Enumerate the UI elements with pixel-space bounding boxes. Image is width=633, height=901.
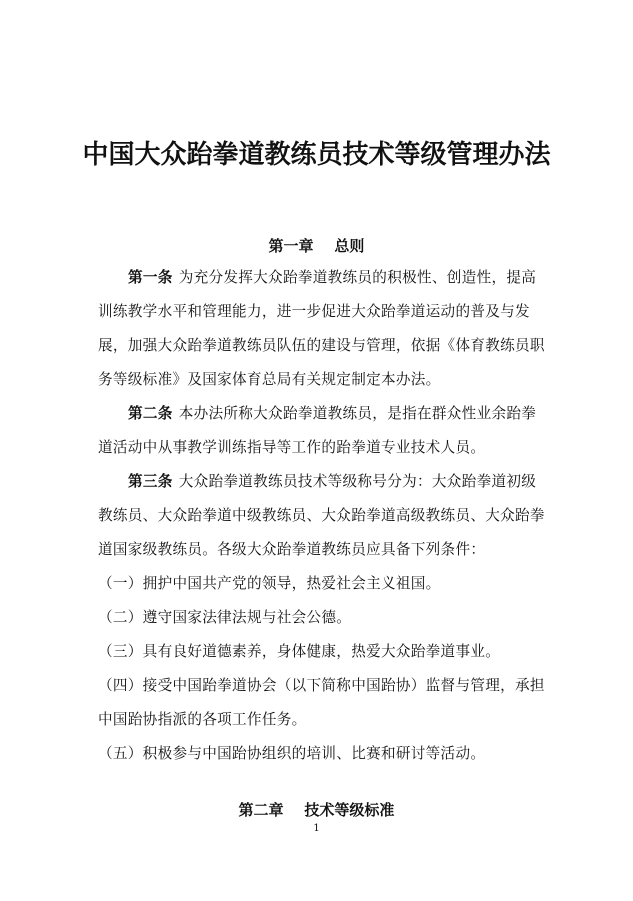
condition-2: （二）遵守国家法律法规与社会公德。 (98, 609, 352, 626)
article-3-line-1 (128, 472, 536, 492)
article-1-label: 第一条 (128, 269, 173, 286)
article-3-text-1: 大众跆拳道教练员技术等级称号分为：大众跆拳道初级 (178, 473, 537, 490)
article-1-text-1: 为充分发挥大众跆拳道教练员的积极性、创造性，提高 (178, 269, 537, 286)
condition-4-line-2: 中国跆协指派的各项工作任务。 (98, 711, 307, 728)
article-3-line-2: 教练员、大众跆拳道中级教练员、大众跆拳道高级教练员、大众跆拳 (98, 507, 545, 524)
article-2-label: 第二条 (128, 405, 173, 422)
article-1-line-2: 训练教学水平和管理能力，进一步促进大众跆拳道运动的普及与发 (98, 303, 530, 320)
chapter-2-heading: 第二章 技术等级标准 (238, 801, 395, 819)
document-title: 中国大众跆拳道教练员技术等级管理办法 (82, 140, 551, 170)
chapter-1-heading: 第一章 总则 (268, 237, 365, 255)
article-2-line-1 (128, 404, 536, 424)
article-2-line-2: 道活动中从事教学训练指导等工作的跆拳道专业技术人员。 (98, 439, 486, 456)
article-3-line-3: 道国家级教练员。各级大众跆拳道教练员应具备下列条件： (98, 541, 486, 558)
article-1-line-3: 展，加强大众跆拳道教练员队伍的建设与管理，依据《体育教练员职 (98, 337, 545, 354)
condition-5: （五）积极参与中国跆协组织的培训、比赛和研讨等活动。 (98, 745, 486, 762)
page-number: 1 (313, 823, 320, 834)
condition-4-line-1: （四）接受中国跆拳道协会（以下简称中国跆协）监督与管理，承担 (98, 677, 545, 694)
article-1-line-4: 务等级标准》及国家体育总局有关规定制定本办法。 (98, 371, 441, 388)
condition-3: （三）具有良好道德素养，身体健康，热爱大众跆拳道事业。 (98, 643, 501, 660)
article-1-line-1 (128, 268, 536, 288)
article-3-label: 第三条 (128, 473, 173, 490)
condition-1: （一）拥护中国共产党的领导，热爱社会主义祖国。 (98, 575, 441, 592)
article-2-text-1: 本办法所称大众跆拳道教练员，是指在群众性业余跆拳 (178, 405, 537, 422)
